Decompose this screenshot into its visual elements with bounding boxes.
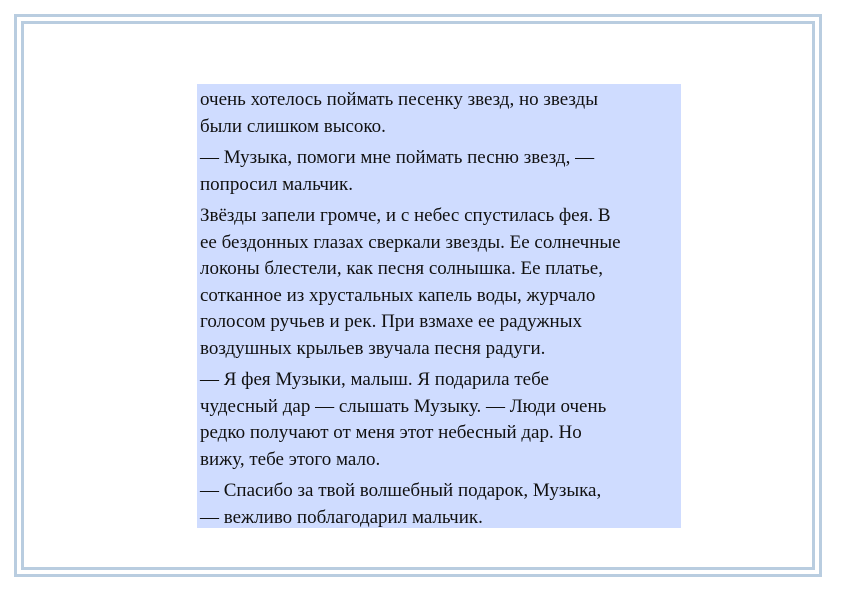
paragraph: — Спасибо за твой волшебный подарок, Музыка, — вежливо поблагодарил мальчик. (200, 480, 602, 528)
paragraph: очень хотелось поймать песенку звезд, но звезды были слишком высоко. (200, 89, 598, 137)
story-text-box (197, 84, 681, 528)
paragraph: — Музыка, помоги мне поймать песню звезд, — попросил мальчик. (200, 147, 595, 195)
paragraph: — Я фея Музыки, малыш. Я подарила тебе чудесный дар — слышать Музыку. — Люди очень редко получают от меня этот небесный дар. Но вижу, тебе этого мало. (200, 369, 607, 470)
paragraph: Звёзды запели громче, и с небес спустилась фея. В ее бездонных глазах сверкали звезды. Ее солнечные локоны блестели, как песня солнышка. Ее платье, сотканное из хрустальных капель воды, журчало голосом ручьев и рек. При взмахе ее радужных воздушных крыльев звучала песня радуги. (200, 205, 621, 359)
